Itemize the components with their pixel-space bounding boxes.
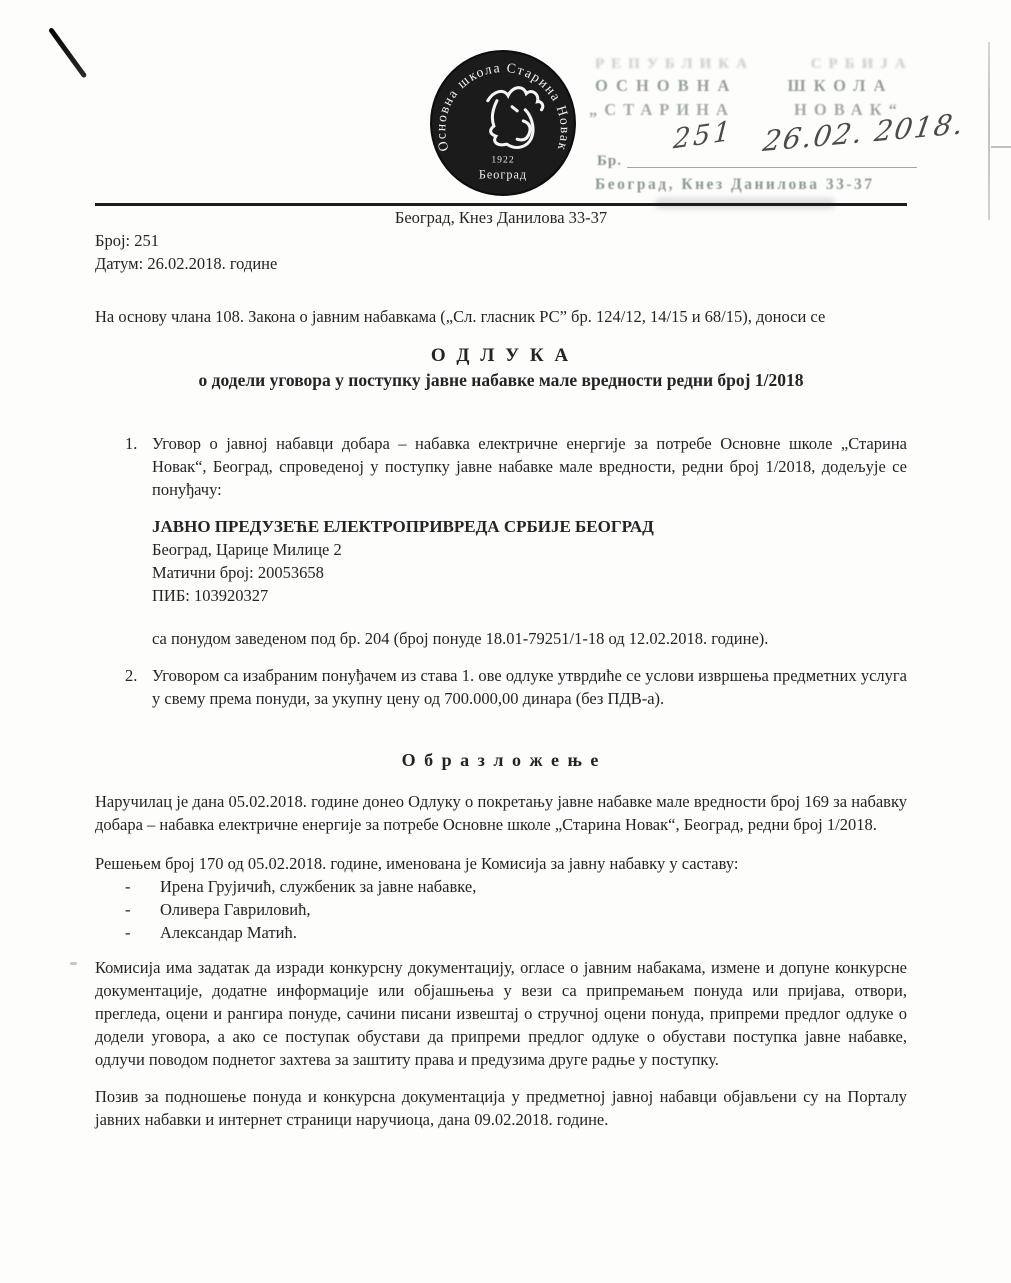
- seal-ring-text: Основна школа Старина Новак: [433, 60, 573, 154]
- decision-title: О Д Л У К А: [430, 345, 572, 366]
- decision-item-1: [95, 432, 907, 650]
- list-item-dash: -: [125, 900, 131, 919]
- awarded-company-registration-number: Матични број: 20053658: [152, 563, 324, 582]
- pen-mark: [48, 27, 87, 78]
- scan-artifact-dash: [991, 146, 1011, 148]
- decision-subtitle: о додели уговора у поступку јавне набавке мале вредности редни број 1/2018: [198, 370, 804, 390]
- list-item-dash: -: [125, 877, 131, 896]
- item-1-body: [152, 432, 907, 650]
- document-number-line: Број: 251: [95, 231, 160, 250]
- offer-reference-note: са понудом заведеном под бр. 204 (број понуде 18.01-79251/1-18 од 12.02.2018. године).: [152, 629, 769, 648]
- legal-basis-paragraph: На основу члана 108. Закона о јавним набавкама („Сл. гласник РС” бр. 124/12, 14/15 и 68/15), доноси се: [95, 307, 826, 326]
- scan-artifact-dot: [70, 962, 77, 965]
- document-date-line: Датум: 26.02.2018. године: [95, 254, 278, 273]
- item-1-text: Уговор о јавној набавци добара – набавка електричне енергије за потребе Основне школе „Старина Новак“, Београд, спроведеној у поступку јавне набавке мале вредности, редни број 1/2018, додељује се понуђачу:: [152, 434, 907, 499]
- item-1-number: 1.: [125, 434, 138, 453]
- rationale-paragraph-3: Комисија има задатак да изради конкурсну документацију, огласе о јавним набакама, измене и допуне конкурсне документације, додатне информације или објашњења у вези са припремањем понуда или пријава, отвори, прегледа, оцени и рангира понуде, сачини писани извештај о стручној оцени понуда, припреми предлог одлуке о додели уговора, а ако се поступак обустави да припреми предлог одлуке о обустави поступка јавне набавке, одлучи поводом поднетог захтева за заштиту права и предузима друге радње у поступку.: [95, 958, 907, 1069]
- stamp-address-line: Београд, Кнез Данилова 33-37: [595, 176, 875, 193]
- stamp-underline: [627, 167, 917, 169]
- rationale-paragraph-1: Наручилац је дана 05.02.2018. године донео Одлуку о покретању јавне набавке мале вредности број 169 за набавку добара – набавка електричне енергије за потребе Основне школе „Старина Новак“, Београд, редни број 1/2018.: [95, 792, 907, 834]
- list-item: [95, 875, 907, 898]
- list-item: [95, 898, 907, 921]
- commission-member-name: Александар Матић.: [160, 923, 297, 942]
- school-seal-logo: [427, 48, 579, 200]
- document-body: [95, 203, 907, 1131]
- receipt-stamp: [589, 56, 968, 209]
- list-item: [95, 921, 907, 944]
- stamp-republic-line: РЕПУБЛИКА СРБИЈА: [595, 56, 913, 72]
- commission-member-name: Ирена Грујичић, службеник за јавне набавке,: [160, 877, 477, 896]
- school-address-line: Београд, Кнез Данилова 33-37: [394, 208, 608, 227]
- handwritten-date: 26.02. 2018.: [760, 106, 968, 159]
- rationale-paragraph-2: Решењем број 170 од 05.02.2018. године, именована је Комисија за јавну набавку у саставу:: [95, 854, 739, 873]
- awarded-company-name: ЈАВНО ПРЕДУЗЕЋЕ ЕЛЕКТРОПРИВРЕДА СРБИЈЕ БЕОГРАД: [152, 517, 654, 536]
- list-item-dash: -: [125, 923, 131, 942]
- item-2-body: [152, 664, 907, 710]
- item-2-text: Уговором са изабраним понуђачем из става 1. ове одлуке утврдиће се услови извршења предметних услуга у свему према понуди, за укупну цену од 700.000,00 динара (без ПДВ-а).: [152, 666, 907, 708]
- awarded-company-address: Београд, Царице Милице 2: [152, 540, 342, 559]
- scan-artifact-vertical-line: [988, 42, 990, 220]
- awarded-company-pib: ПИБ: 103920327: [152, 586, 269, 605]
- seal-city: Београд: [478, 167, 528, 182]
- seal-year: 1922: [491, 154, 515, 166]
- decision-item-2: [95, 664, 907, 710]
- stamp-number-label: Бр.: [597, 153, 623, 169]
- item-2-number: 2.: [125, 666, 138, 685]
- rationale-title: О б р а з л о ж е њ е: [401, 750, 601, 770]
- commission-member-name: Оливера Гавриловић,: [160, 900, 311, 919]
- handwritten-protocol-number: 251: [672, 115, 735, 156]
- stamp-school-line: ОСНОВНА ШКОЛА: [595, 76, 894, 95]
- commission-members-list: [95, 875, 907, 944]
- rationale-paragraph-4: Позив за подношење понуда и конкурсна документација у предметној јавној набавци објављени су на Порталу јавних набавки и интернет страници наручиоца, дана 09.02.2018. године.: [95, 1087, 907, 1129]
- stamp-school-name-line: „СТАРИНА НОВАК“: [589, 100, 904, 119]
